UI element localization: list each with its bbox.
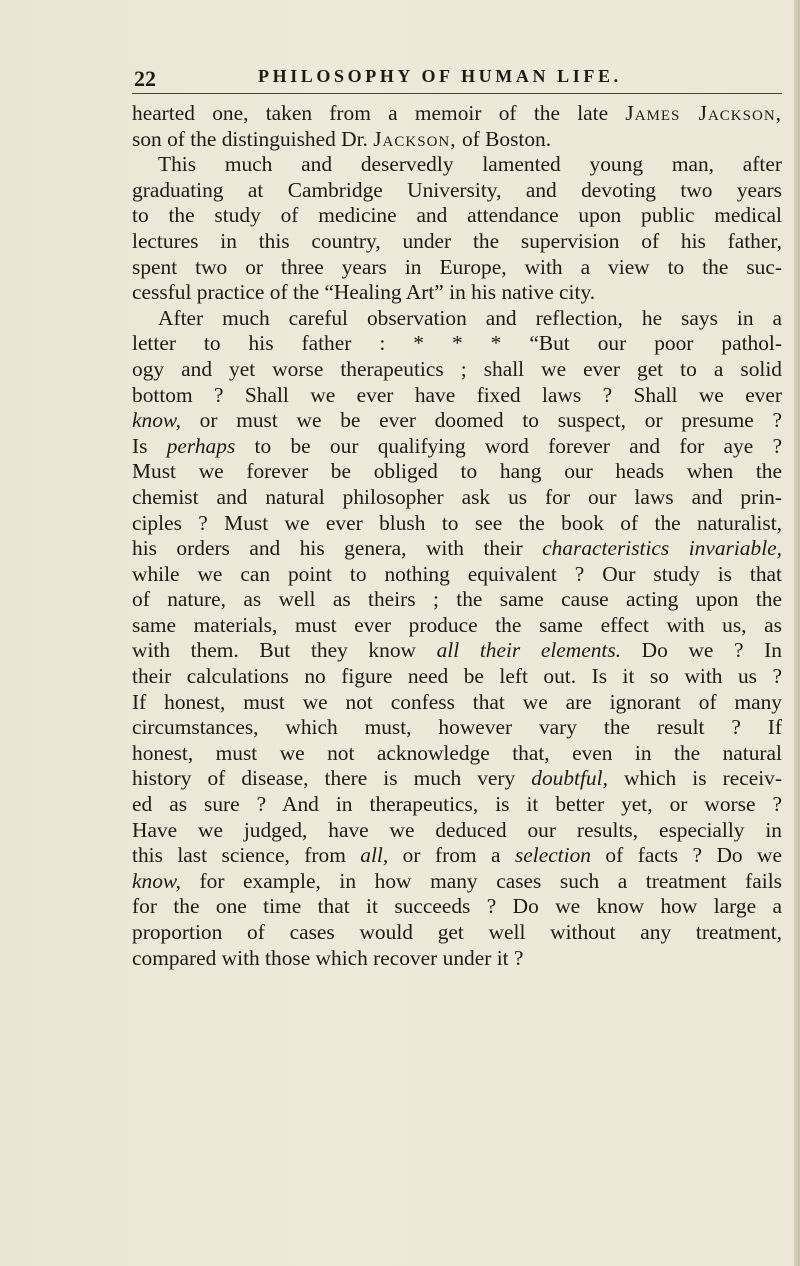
text-run: of facts ? Do we: [590, 843, 783, 868]
text-run: ciples ? Must we ever blush to see the book of the naturalist,: [132, 510, 782, 535]
text-line: [132, 638, 782, 664]
text-line: [132, 127, 782, 153]
text-run: while we can point to nothing equivalent ? Our study is that: [132, 561, 782, 586]
text-run: spent two or three years in Europe, with a view to the suc-: [132, 254, 782, 279]
text-line: [132, 818, 782, 844]
text-line: [132, 383, 782, 409]
text-line: [132, 715, 782, 741]
text-line: [132, 485, 782, 511]
text-line: [132, 869, 782, 895]
text-run: of nature, as well as theirs ; the same cause acting upon the: [132, 587, 782, 612]
text-run: hearted one, taken from a memoir of the late: [132, 101, 626, 125]
text-run: circumstances, which must, however vary the result ? If: [132, 715, 782, 740]
text-run: lectures in this country, under the supervision of his father,: [132, 228, 782, 253]
text-run: all their elements.: [436, 638, 622, 663]
text-run: Jackson,: [373, 126, 457, 151]
text-line: [132, 920, 782, 946]
text-run: his orders and his genera, with their: [132, 536, 543, 561]
text-line: [132, 843, 782, 869]
text-run: If honest, must we not confess that we are ignorant of many: [132, 689, 782, 714]
text-run: perhaps: [166, 433, 236, 458]
text-line: [132, 306, 782, 332]
text-line: [132, 894, 782, 920]
text-line: [132, 536, 782, 562]
text-line: [132, 792, 782, 818]
header-rule: [132, 93, 782, 94]
text-line: [132, 408, 782, 434]
text-run: Do we ? In: [621, 638, 782, 663]
page-edge: [794, 0, 800, 1266]
text-run: history of disease, there is much very: [132, 766, 532, 791]
text-run: to the study of medicine and attendance upon public medical: [132, 203, 782, 228]
text-run: same materials, must ever produce the same effect with us, as: [132, 612, 782, 637]
text-run: proportion of cases would get well without any treatment,: [132, 920, 782, 944]
text-line: [132, 562, 782, 588]
text-line: [132, 178, 782, 204]
text-line: [132, 101, 782, 127]
text-line: [132, 229, 782, 255]
text-run: know,: [132, 868, 181, 893]
text-run: this last science, from: [132, 843, 361, 868]
text-run: ed as sure ? And in therapeutics, is it better yet, or worse ?: [132, 792, 782, 817]
text-run: cessful practice of the “Healing Art” in his native city.: [132, 280, 596, 305]
text-run: with them. But they know: [132, 638, 437, 663]
text-line: [132, 664, 782, 690]
text-run: of Boston.: [456, 126, 552, 151]
text-run: know,: [132, 408, 181, 433]
text-run: which is receiv-: [607, 766, 782, 791]
text-run: This much and deservedly lamented young man, after: [158, 152, 782, 177]
text-line: [132, 280, 782, 306]
text-run: chemist and natural philosopher ask us for our laws and prin-: [132, 484, 782, 509]
text-run: or from a: [388, 843, 515, 868]
text-line: [132, 357, 782, 383]
text-line: [132, 946, 782, 972]
text-run: James Jackson,: [625, 101, 782, 125]
running-head: [134, 66, 784, 90]
text-run: ogy and yet worse therapeutics ; shall we ever get to a solid: [132, 356, 782, 381]
text-line: [132, 690, 782, 716]
text-run: to be our qualifying word forever and for aye ?: [235, 433, 782, 458]
text-run: graduating at Cambridge University, and devoting two years: [132, 177, 782, 202]
text-line: [132, 255, 782, 281]
text-run: for example, in how many cases such a treatment fails: [180, 868, 782, 893]
text-run: characteristics invariable,: [542, 536, 782, 561]
text-line: [132, 331, 782, 357]
text-run: bottom ? Shall we ever have fixed laws ? Shall we ever: [132, 382, 782, 407]
text-run: compared with those which recover under it ?: [132, 945, 524, 970]
text-line: [132, 511, 782, 537]
text-line: [132, 434, 782, 460]
text-line: [132, 152, 782, 178]
text-line: [132, 459, 782, 485]
text-run: honest, must we not acknowledge that, even in the natural: [132, 740, 782, 765]
text-line: [132, 741, 782, 767]
text-run: all,: [360, 843, 389, 868]
text-line: [132, 613, 782, 639]
text-run: or must we be ever doomed to suspect, or presume ?: [180, 408, 782, 433]
text-run: their calculations no figure need be left out. Is it so with us ?: [132, 664, 782, 689]
text-line: [132, 587, 782, 613]
text-line: [132, 203, 782, 229]
body-text: [132, 101, 782, 971]
text-run: Have we judged, have we deduced our results, especially in: [132, 817, 782, 842]
text-run: for the one time that it succeeds ? Do we know how large a: [132, 894, 782, 919]
text-run: doubtful,: [531, 766, 608, 791]
text-run: letter to his father : * * * “But our poor pathol-: [132, 331, 782, 356]
text-run: selection: [514, 843, 591, 868]
text-line: [132, 766, 782, 792]
text-run: Is: [132, 433, 167, 458]
page-number: 22: [134, 66, 156, 91]
text-run: son of the distinguished Dr.: [132, 126, 374, 151]
text-run: Must we forever be obliged to hang our heads when the: [132, 459, 782, 484]
running-title: PHILOSOPHY OF HUMAN LIFE.: [258, 66, 622, 86]
text-run: After much careful observation and reflection, he says in a: [158, 305, 782, 330]
